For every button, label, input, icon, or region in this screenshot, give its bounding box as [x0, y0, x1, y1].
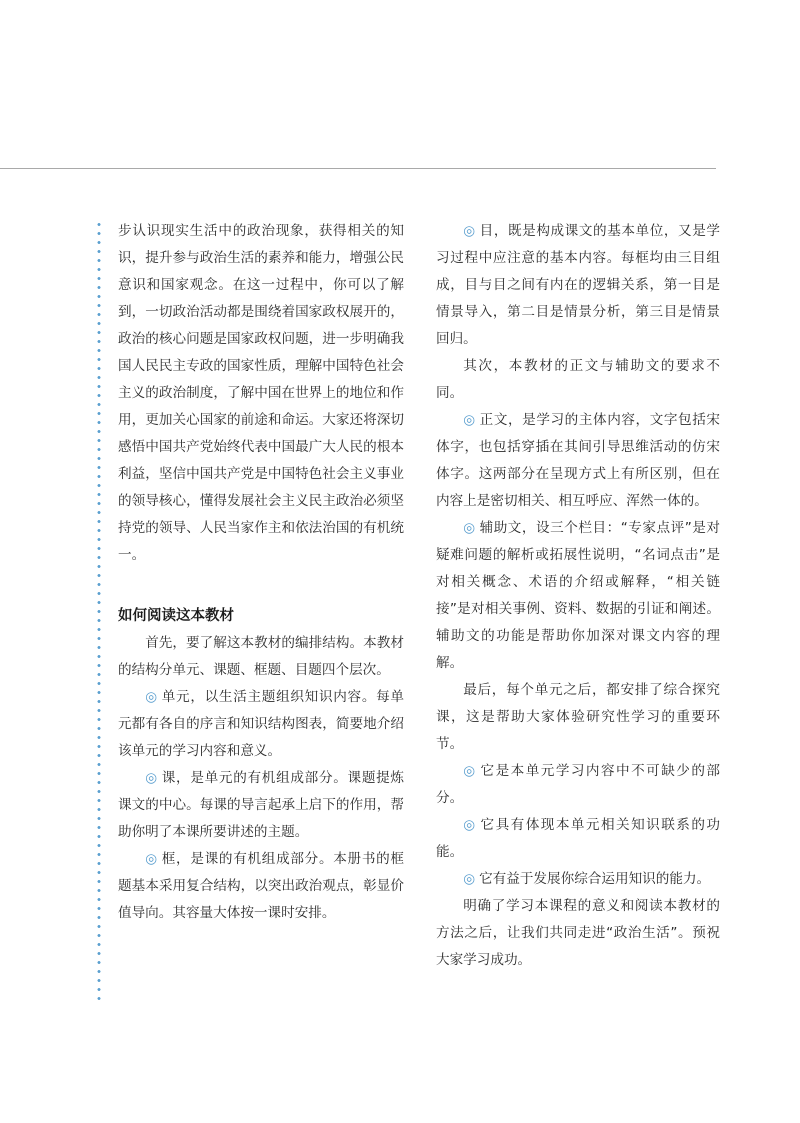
circle-bullet-icon: ◎	[463, 817, 476, 833]
paragraph-structure: 首先，要了解这本教材的编排结构。本教材的结构分单元、课题、框题、目题四个层次。	[118, 635, 404, 678]
circle-bullet-icon: ◎	[463, 871, 476, 887]
paragraph-main-text: ◎ 正文，是学习的主体内容，文字包括宋体字，也包括穿插在其间引导思维活动的仿宋体字。这两部分在呈现方式上有所区别，但在内容上是密切相关、相互呼应、浑然一体的。	[436, 407, 720, 515]
paragraph-item: ◎ 目，既是构成课文的基本单位，又是学习过程中应注意的基本内容。每框均由三目组成，目与目之间有内在的逻辑关系，第一目是情景导入，第二目是情景分析，第三目是情景回归。	[436, 218, 720, 353]
paragraph-auxiliary-text: ◎ 辅助文，设三个栏目：“专家点评”是对疑难问题的解析或拓展性说明，“名词点击”是对相关概念、术语的介绍或解释，“相关链接”是对相关事例、资料、数据的引证和阐述。辅助文的功能是帮助你加深对课文内容的理解。	[436, 515, 720, 677]
circle-bullet-icon: ◎	[145, 770, 158, 786]
circle-bullet-icon: ◎	[145, 689, 158, 705]
header-rule	[0, 168, 716, 169]
section-title: 如何阅读这本教材	[118, 608, 234, 624]
paragraph-point-3: ◎ 它有益于发展你综合运用知识的能力。	[436, 866, 720, 893]
paragraph-point-1: ◎ 它是本单元学习内容中不可缺少的部分。	[436, 758, 720, 812]
circle-bullet-icon: ◎	[463, 763, 476, 779]
circle-bullet-icon: ◎	[463, 223, 476, 239]
dotted-margin-line	[97, 220, 101, 1000]
paragraph-point-2: ◎ 它具有体现本单元相关知识联系的功能。	[436, 812, 720, 866]
paragraph-frame: ◎ 框，是课的有机组成部分。本册书的框题基本采用复合结构，以突出政治观点，彰显价值导向。其容量大体按一课时安排。	[118, 846, 404, 927]
right-column	[436, 218, 720, 974]
paragraph-intro-continued: 步认识现实生活中的政治现象，获得相关的知识，提升参与政治生活的素养和能力，增强公民意识和国家观念。在这一过程中，你可以了解到，一切政治活动都是围绕着国家政权展开的，政治的核心问题是国家政权问题，进一步明确我国人民民主专政的国家性质，理解中国特色社会主义的政治制度，了解中国在世界上的地位和作用，更加关心国家的前途和命运。大家还将深切感悟中国共产党始终代表中国最广大人民的根本利益，坚信中国共产党是中国特色社会主义事业的领导核心，懂得发展社会主义民主政治必须坚持党的领导、人民当家作主和依法治国的有机统一。	[118, 223, 404, 563]
left-column	[118, 218, 404, 927]
paragraph-unit: ◎ 单元，以生活主题组织知识内容。每单元都有各自的序言和知识结构图表，简要地介绍该单元的学习内容和意义。	[118, 684, 404, 765]
paragraph-closing: 明确了学习本课程的意义和阅读本教材的方法之后，让我们共同走进“政治生活”。预祝大家学习成功。	[436, 898, 720, 968]
paragraph-second: 其次，本教材的正文与辅助文的要求不同。	[436, 358, 720, 401]
paragraph-finally: 最后，每个单元之后，都安排了综合探究课，这是帮助大家体验研究性学习的重要环节。	[436, 682, 720, 752]
circle-bullet-icon: ◎	[145, 851, 158, 867]
paragraph-lesson: ◎ 课，是单元的有机组成部分。课题提炼课文的中心。每课的导言起承上启下的作用，帮助你明了本课所要讲述的主题。	[118, 765, 404, 846]
circle-bullet-icon: ◎	[463, 520, 476, 536]
circle-bullet-icon: ◎	[463, 412, 476, 428]
